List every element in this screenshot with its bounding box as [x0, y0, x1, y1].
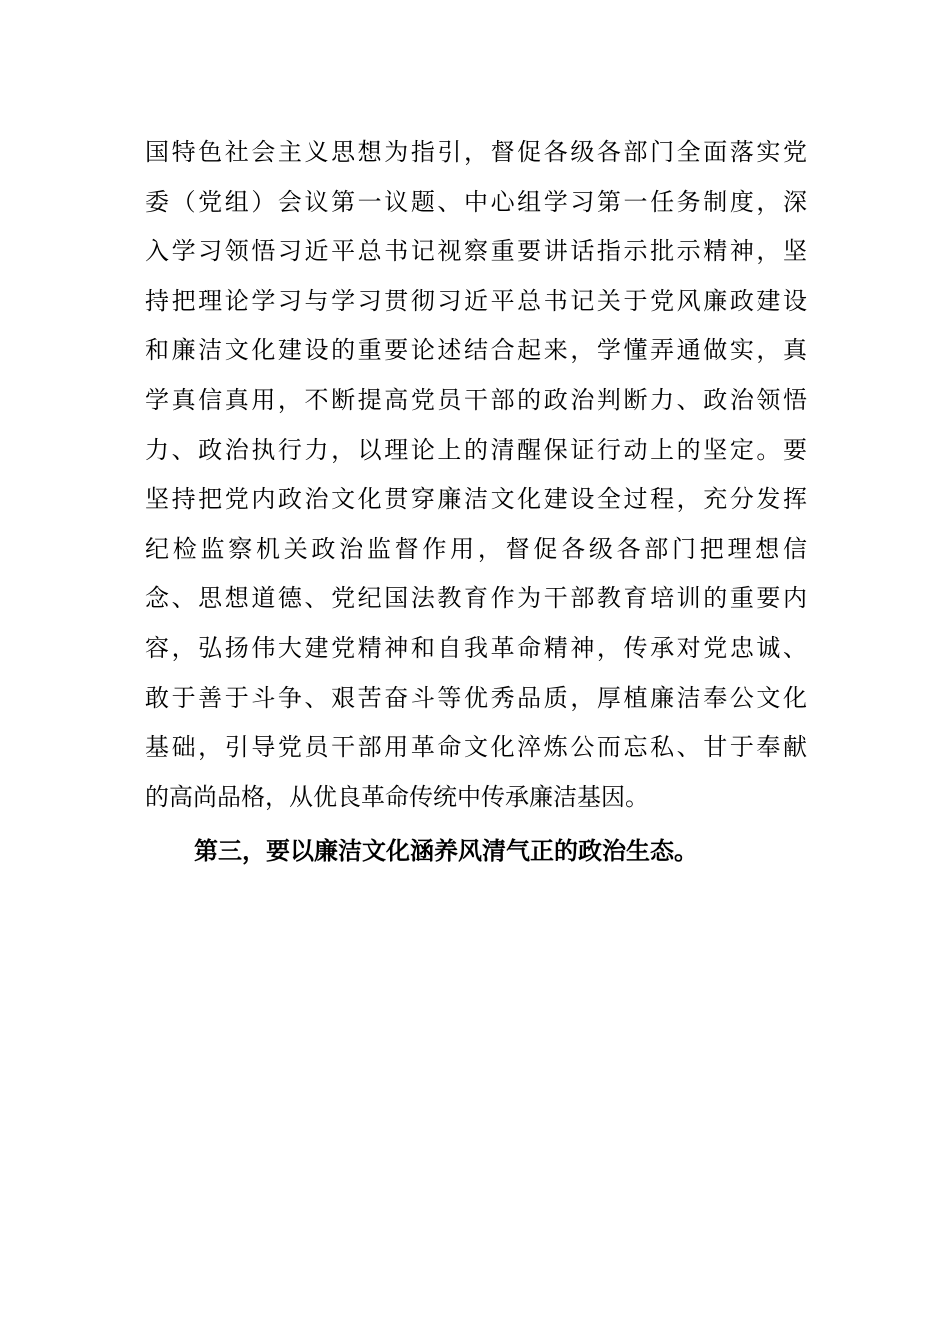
- paragraph-line: 力、政治执行力，以理论上的清醒保证行动上的坚定。要: [145, 435, 807, 464]
- paragraph-line: 的高尚品格，从优良革命传统中传承廉洁基因。: [145, 782, 649, 811]
- paragraph-line: 国特色社会主义思想为指引，督促各级各部门全面落实党: [145, 138, 807, 166]
- paragraph-line: 纪检监察机关政治监督作用，督促各级各部门把理想信: [145, 534, 807, 563]
- paragraph-line: 委（党组）会议第一议题、中心组学习第一任务制度，深: [145, 187, 807, 216]
- paragraph-line: 容，弘扬伟大建党精神和自我革命精神，传承对党忠诚、: [145, 633, 807, 662]
- paragraph-line: 敢于善于斗争、艰苦奋斗等优秀品质，厚植廉洁奉公文化: [145, 683, 807, 712]
- paragraph-line: 坚持把党内政治文化贯穿廉洁文化建设全过程，充分发挥: [145, 485, 807, 514]
- paragraph-line: 基础，引导党员干部用革命文化淬炼公而忘私、甘于奉献: [145, 733, 807, 762]
- section-heading: 第三，要以廉洁文化涵养风清气正的政治生态。: [194, 837, 698, 865]
- paragraph-line: 入学习领悟习近平总书记视察重要讲话指示批示精神，坚: [145, 237, 807, 266]
- paragraph-line: 持把理论学习与学习贯彻习近平总书记关于党风廉政建设: [145, 286, 807, 315]
- paragraph-line: 学真信真用，不断提高党员干部的政治判断力、政治领悟: [145, 385, 807, 414]
- paragraph-line: 和廉洁文化建设的重要论述结合起来，学懂弄通做实，真: [145, 336, 807, 365]
- paragraph-line: 念、思想道德、党纪国法教育作为干部教育培训的重要内: [145, 584, 807, 613]
- body-paragraph: [145, 128, 807, 822]
